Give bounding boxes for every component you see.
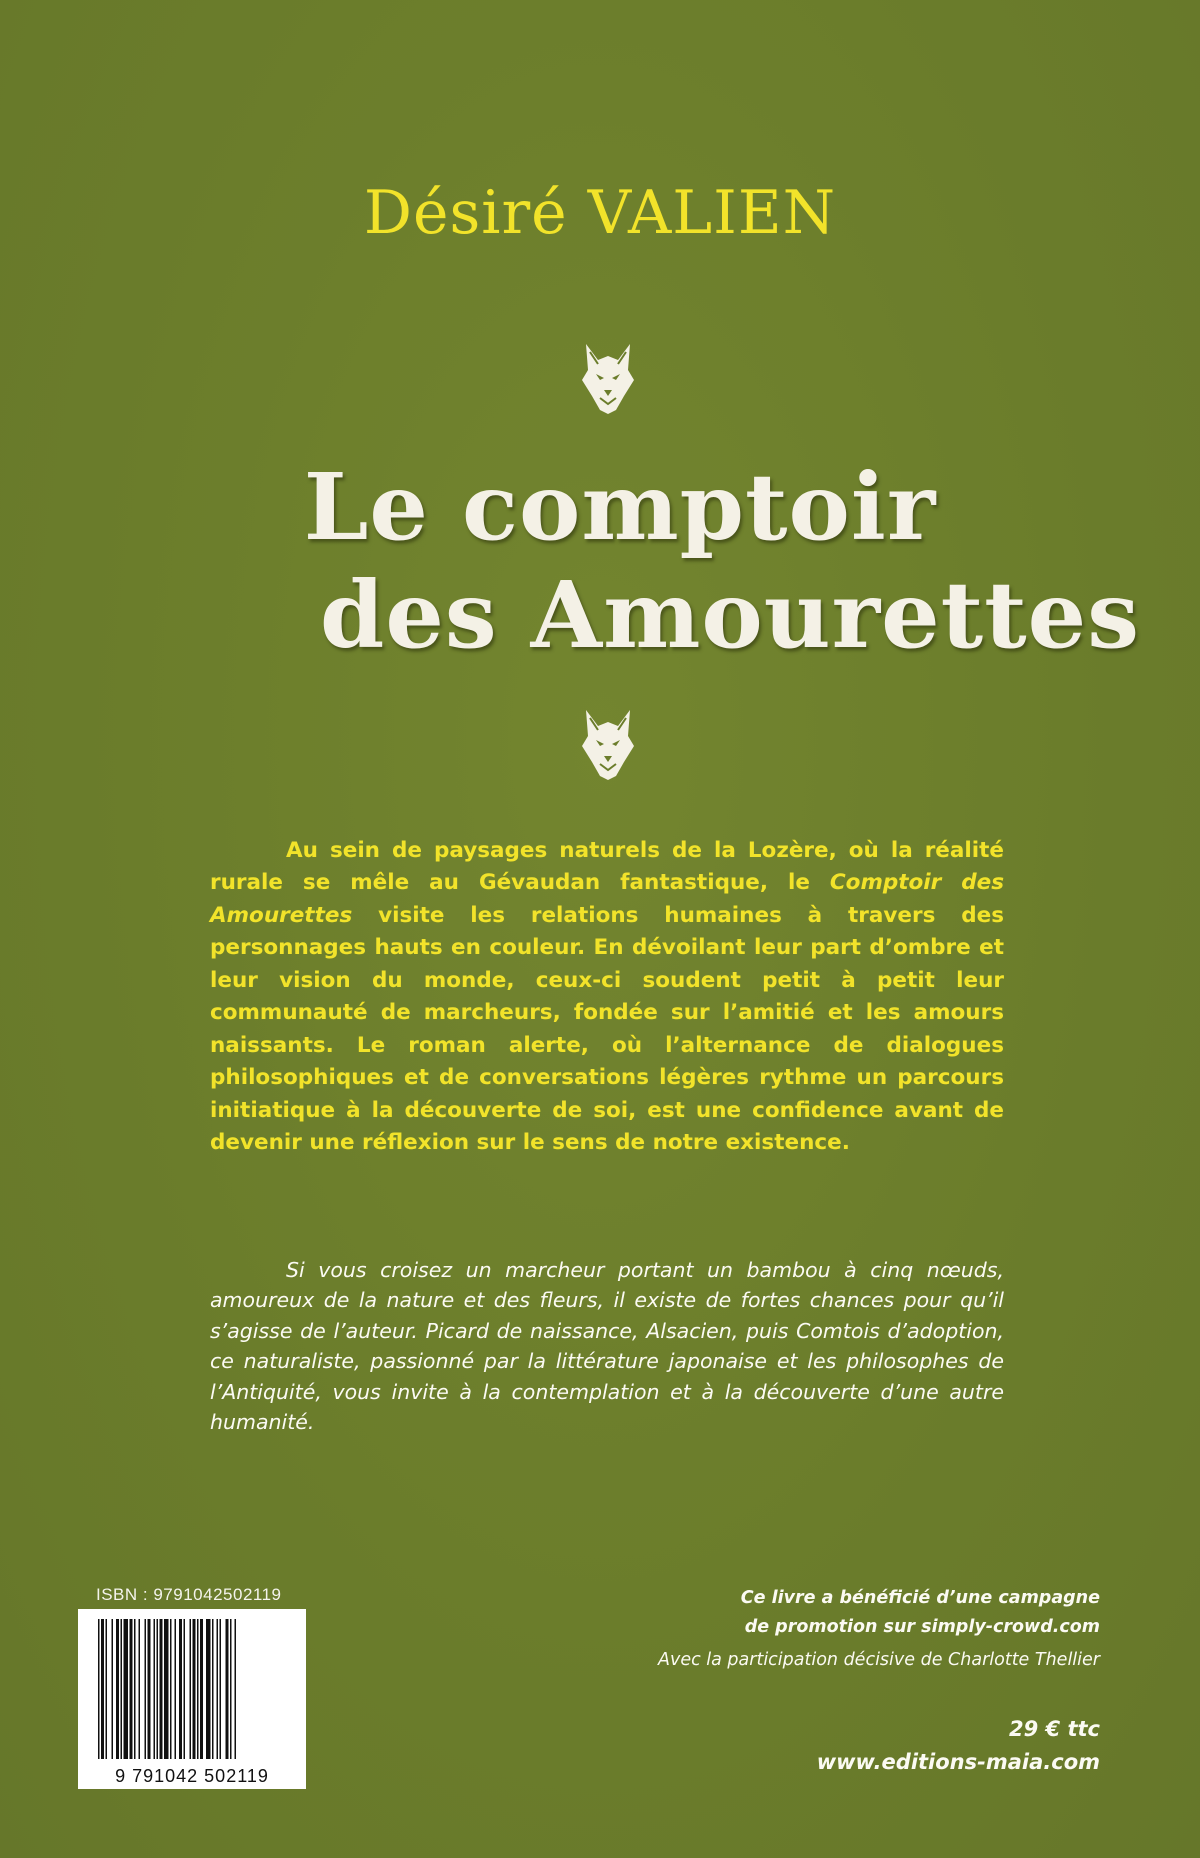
author-name: Désiré VALIEN [363,178,837,248]
barcode-bar [121,1619,123,1759]
promo-line-2: de promotion sur simply-crowd.com [744,1617,1100,1637]
book-title-line-2: des Amourettes [320,561,1140,669]
barcode-bar [217,1619,219,1759]
barcode-bar [190,1619,192,1759]
barcode-bar [148,1619,151,1759]
blurb-text-1: Au sein de paysages naturels de la Lozère, où la réalité rurale se mêle au Gévaudan fantastique, le [210,837,1004,895]
barcode-bar [197,1619,199,1759]
barcode-bar [212,1619,214,1759]
barcode-bar [106,1619,108,1759]
book-title-line-1: Le comptoir [303,453,937,561]
barcode-bar [160,1619,163,1759]
wolf-head-icon [580,340,636,416]
barcode-bar [134,1619,136,1759]
barcode-bars [98,1619,286,1759]
barcode-bar [98,1619,100,1759]
isbn-label: ISBN : 9791042502119 [96,1585,282,1604]
blurb-text-2: visite les relations humaines à travers des personnages hauts en couleur. En dévoilant leur part d’ombre et leur vision du monde, ceux-ci soudent petit à petit leur communauté de marcheurs, fondée sur l’amitié et les amours naissants. Le roman alerte, où l’alternance de dialogues philosophiques et de conversations légères rythme un parcours initiatique à la découverte de soi, est une confidence avant de devenir une réflexion sur le sens de notre existence. [210,902,1004,1155]
barcode-bar [116,1619,119,1759]
barcode-bar [124,1619,129,1759]
promo-note [640,1584,1100,1642]
barcode-bar [154,1619,156,1759]
barcode-bar [179,1619,182,1759]
promo-line-1: Ce livre a bénéficié d’une campagne [740,1588,1100,1608]
barcode-bar [170,1619,172,1759]
barcode-bar [157,1619,159,1759]
book-blurb [210,835,1004,1160]
barcode-bar [164,1619,169,1759]
barcode-bar [206,1619,211,1759]
barcode-digits: 9 791042 502119 [115,1766,269,1786]
barcode-bar [130,1619,133,1759]
barcode-bar [220,1619,222,1759]
author-bio: Si vous croisez un marcheur portant un bambou à cinq nœuds, amoureux de la nature et des fleurs, il existe de fortes chances pour qu’il s’agisse de l’auteur. Picard de naissance, Alsacien, puis Comtois d’adoption, ce naturaliste, passionné par la littérature japonaise et les philosophes de l’Antiquité, vous invite à la contemplation et à la découverte d’une autre humanité. [210,1257,1004,1434]
barcode-bar [112,1619,114,1759]
barcode-bar [235,1619,237,1759]
barcode [78,1609,306,1789]
wolf-head-icon [580,706,636,782]
barcode-bar [139,1619,141,1759]
blurb-title-italic: Comptoir des Amourettes [210,870,1005,928]
barcode-bar [230,1619,232,1759]
barcode-bar [200,1619,203,1759]
barcode-bar [175,1619,177,1759]
barcode-bar [184,1619,186,1759]
price: 29 € ttc [1009,1717,1100,1741]
barcode-bar [101,1619,104,1759]
participation-credit: Avec la participation décisive de Charlotte Thellier [658,1650,1100,1670]
barcode-bar [193,1619,196,1759]
publisher-website: www.editions-maia.com [816,1750,1100,1774]
barcode-bar [226,1619,229,1759]
barcode-bar [145,1619,147,1759]
